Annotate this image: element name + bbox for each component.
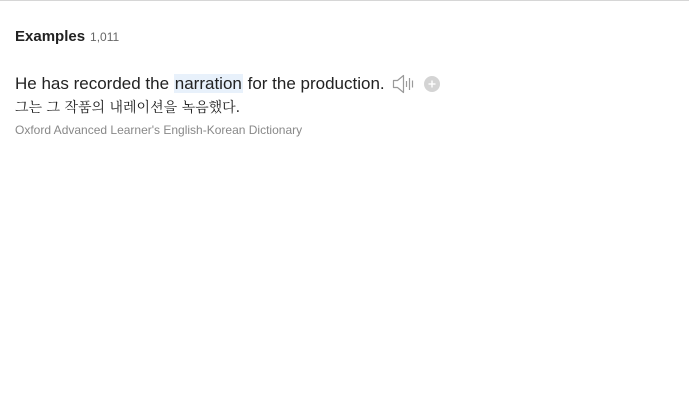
add-to-wordbook-button[interactable] xyxy=(424,76,440,92)
example-sentence xyxy=(15,74,385,94)
highlighted-word[interactable]: narration xyxy=(174,74,242,93)
plus-icon xyxy=(427,79,437,89)
examples-count: 1,011 xyxy=(90,30,120,44)
sentence-text-before: He has recorded the xyxy=(15,74,174,93)
example-source[interactable]: Oxford Advanced Learner's English-Korean Dictionary xyxy=(15,123,303,137)
examples-title: Examples xyxy=(15,28,86,45)
example-translation: 그는 그 작품의 내레이션을 녹음했다. xyxy=(15,100,241,116)
examples-header xyxy=(15,28,675,48)
top-divider xyxy=(0,0,689,1)
sentence-text-after: for the production. xyxy=(242,74,385,93)
example-sentence-row xyxy=(15,72,675,96)
speaker-icon[interactable] xyxy=(392,74,416,94)
examples-section xyxy=(15,28,675,137)
example-item xyxy=(15,72,675,137)
